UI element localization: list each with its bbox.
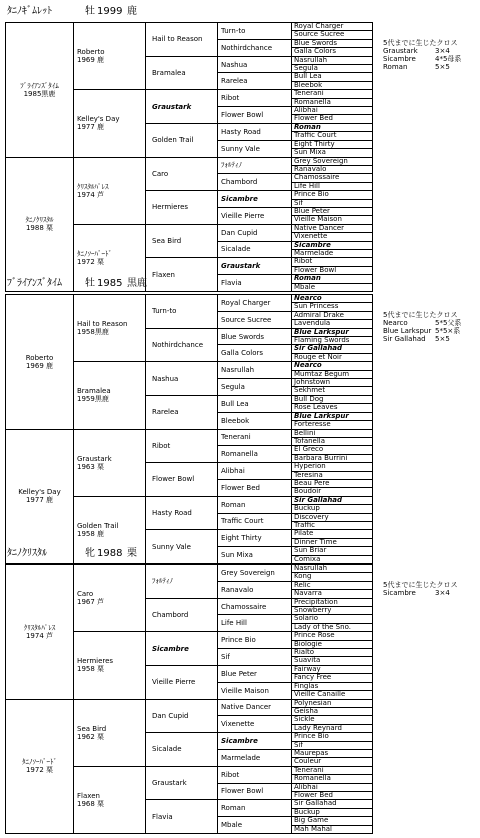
cross-value: 3×4 xyxy=(435,47,450,55)
gen4-ancestor: Vieille Maison xyxy=(218,682,292,699)
ancestor-line: Kelley's Day xyxy=(77,115,120,124)
gen5-ancestor: Sickle xyxy=(292,716,373,724)
gen3-ancestor: ﾌｫﾙﾃｨﾉ xyxy=(146,565,218,599)
gen4-ancestor: Bleebok xyxy=(218,412,292,429)
gen5-ancestor: Tenerani xyxy=(292,90,373,98)
cross-item xyxy=(383,319,462,327)
gen2-ancestor xyxy=(74,362,146,429)
gen5-ancestor: Roman xyxy=(292,123,373,131)
ancestor-line: 1967 芦 xyxy=(77,598,105,607)
gen5-ancestor: Couleur xyxy=(292,758,373,766)
cross-value: 5×5 xyxy=(435,63,450,71)
gen3-ancestor: Turn-to xyxy=(146,295,218,329)
gen5-ancestor: Suavita xyxy=(292,657,373,665)
ancestor-line: Golden Trail xyxy=(77,521,119,530)
cross-value: 5*5×系 xyxy=(435,327,461,335)
gen4-ancestor: Chambord xyxy=(218,174,292,191)
ancestor-line: Flaxen xyxy=(77,791,100,800)
gen3-ancestor: Hail to Reason xyxy=(146,23,218,57)
gen5-ancestor: Biologie xyxy=(292,640,373,648)
gen5-ancestor: Buckup xyxy=(292,808,373,816)
horse-name: ﾌﾞﾗｲｱﾝｽﾞﾀｲﾑ xyxy=(7,278,62,289)
gen5-ancestor: Relic xyxy=(292,581,373,589)
gen5-ancestor: Flower Bed xyxy=(292,791,373,799)
gen4-ancestor: Royal Charger xyxy=(218,295,292,312)
gen5-ancestor: Maurepas xyxy=(292,749,373,757)
gen2-ancestor xyxy=(74,23,146,90)
gen1-ancestor xyxy=(6,699,74,834)
gen5-ancestor: Bull Lea xyxy=(292,73,373,81)
gen4-ancestor: Ribot xyxy=(218,766,292,783)
gen5-ancestor: Sif xyxy=(292,199,373,207)
gen4-ancestor: Flavia xyxy=(218,275,292,292)
gen4-ancestor: Roman xyxy=(218,496,292,513)
gen5-ancestor: Chamossaire xyxy=(292,174,373,182)
gen4-ancestor: ﾌｫﾙﾃｨﾉ xyxy=(218,157,292,174)
horse-sex: 牝 xyxy=(85,548,95,559)
gen3-ancestor: Flavia xyxy=(146,800,218,834)
cross-item xyxy=(383,327,461,335)
gen3-ancestor: Graustark xyxy=(146,90,218,124)
gen4-ancestor: Chamossaire xyxy=(218,598,292,615)
gen5-ancestor: Dinner Time xyxy=(292,538,373,546)
gen5-ancestor: Boudoir xyxy=(292,488,373,496)
ancestor-line: 1962 栗 xyxy=(77,732,105,741)
gen5-ancestor: Ranavalo xyxy=(292,165,373,173)
gen4-ancestor: Grey Sovereign xyxy=(218,565,292,582)
gen4-ancestor: Alibhai xyxy=(218,463,292,480)
horse-color: 栗 xyxy=(127,548,137,559)
gen5-ancestor: Vieille Canaille xyxy=(292,691,373,699)
gen5-ancestor: Geisha xyxy=(292,707,373,715)
gen2-ancestor xyxy=(74,565,146,632)
gen5-ancestor: Bellini xyxy=(292,429,373,437)
gen5-ancestor: Kong xyxy=(292,573,373,581)
ancestor-line: 1968 栗 xyxy=(77,799,105,808)
horse-sex: 牡 xyxy=(85,278,95,289)
cross-name: Roman xyxy=(383,63,408,71)
gen3-ancestor: Chambord xyxy=(146,598,218,632)
ancestor-line: Roberto xyxy=(77,48,105,57)
gen4-ancestor: Sicalade xyxy=(218,241,292,258)
gen5-ancestor: Nearco xyxy=(292,362,373,370)
ancestor-line: 1977 鹿 xyxy=(25,496,54,505)
gen3-ancestor: Bramalea xyxy=(146,56,218,90)
gen1-ancestor xyxy=(6,157,74,292)
gen5-ancestor: Romanella xyxy=(292,98,373,106)
cross-value: 5*5父系 xyxy=(435,319,462,327)
gen5-ancestor: Beau Pere xyxy=(292,479,373,487)
gen1-ancestor xyxy=(6,565,74,700)
ancestor-line: Sea Bird xyxy=(77,724,107,733)
cross-value: 4*5母系 xyxy=(435,55,462,63)
gen5-ancestor: Source Sucree xyxy=(292,31,373,39)
gen3-ancestor: Dan Cupid xyxy=(146,699,218,733)
gen4-ancestor: Segula xyxy=(218,379,292,396)
gen5-ancestor: Lady Reynard xyxy=(292,724,373,732)
gen5-ancestor: Rialto xyxy=(292,649,373,657)
gen4-ancestor: Tenerani xyxy=(218,429,292,446)
gen5-ancestor: Finglas xyxy=(292,682,373,690)
gen4-ancestor: Dan Cupid xyxy=(218,224,292,241)
gen5-ancestor: Discovery xyxy=(292,513,373,521)
gen4-ancestor: Source Sucree xyxy=(218,311,292,328)
cross-list xyxy=(383,581,457,597)
gen5-ancestor: Barbara Burrini xyxy=(292,454,373,462)
cross-header: 5代までに生じたクロス xyxy=(383,581,458,589)
horse-year: 1988 xyxy=(97,548,123,559)
gen5-ancestor: Eight Thirty xyxy=(292,140,373,148)
gen4-ancestor: Life Hill xyxy=(218,615,292,632)
gen5-ancestor: Vixenette xyxy=(292,233,373,241)
gen5-ancestor: Big Game xyxy=(292,817,373,825)
gen4-ancestor: Romanella xyxy=(218,446,292,463)
gen5-ancestor: Roman xyxy=(292,275,373,283)
gen4-ancestor: Native Dancer xyxy=(218,699,292,716)
gen5-ancestor: Galla Colors xyxy=(292,48,373,56)
horse-name: ﾀﾆﾉｸﾘｽﾀﾙ xyxy=(7,548,47,559)
gen3-ancestor: Golden Trail xyxy=(146,123,218,157)
gen3-ancestor: Ribot xyxy=(146,429,218,463)
gen5-ancestor: Flower Bed xyxy=(292,115,373,123)
gen5-ancestor: Mah Mahal xyxy=(292,825,373,833)
gen5-ancestor: Romanella xyxy=(292,775,373,783)
gen5-ancestor: Prince Rose xyxy=(292,632,373,640)
gen3-ancestor: Sunny Vale xyxy=(146,530,218,564)
gen4-ancestor: Graustark xyxy=(218,258,292,275)
gen4-ancestor: Blue Swords xyxy=(218,328,292,345)
ancestor-line: 1959黒鹿 xyxy=(77,395,109,404)
gen5-ancestor: Marmelade xyxy=(292,249,373,257)
gen4-ancestor: Galla Colors xyxy=(218,345,292,362)
gen5-ancestor: Rose Leaves xyxy=(292,404,373,412)
gen5-ancestor: Sun Briar xyxy=(292,547,373,555)
cross-name: Sicambre xyxy=(383,55,416,63)
ancestor-line: 1974 芦 xyxy=(77,190,105,199)
gen5-ancestor: Bull Dog xyxy=(292,395,373,403)
ancestor-line: Hail to Reason xyxy=(77,320,128,329)
gen2-ancestor xyxy=(74,157,146,224)
gen3-ancestor: Hermieres xyxy=(146,191,218,225)
gen4-ancestor: Flower Bowl xyxy=(218,783,292,800)
cross-value: 5×5 xyxy=(435,335,450,343)
gen5-ancestor: Rouge et Noir xyxy=(292,353,373,361)
horse-color: 鹿 xyxy=(127,6,137,17)
ancestor-line: 1972 栗 xyxy=(25,766,54,775)
gen4-ancestor: Roman xyxy=(218,800,292,817)
gen5-ancestor: Flaming Swords xyxy=(292,337,373,345)
cross-item xyxy=(383,47,457,55)
ancestor-line: Bramalea xyxy=(77,387,111,396)
gen4-ancestor: Nothirdchance xyxy=(218,39,292,56)
gen5-ancestor: Vieille Maison xyxy=(292,216,373,224)
gen5-ancestor: Flower Bowl xyxy=(292,266,373,274)
ancestor-line: 1985黒鹿 xyxy=(23,89,56,98)
gen5-ancestor: Blue Peter xyxy=(292,207,373,215)
gen5-ancestor: Johnstown xyxy=(292,379,373,387)
gen5-ancestor: Admiral Drake xyxy=(292,311,373,319)
horse-year: 1985 xyxy=(97,278,123,289)
gen4-ancestor: Vieille Pierre xyxy=(218,207,292,224)
gen4-ancestor: Flower Bed xyxy=(218,479,292,496)
gen5-ancestor: Mbale xyxy=(292,283,373,291)
gen5-ancestor: Prince Bio xyxy=(292,191,373,199)
gen3-ancestor: Nashua xyxy=(146,362,218,396)
ancestor-line: Caro xyxy=(77,590,94,599)
gen4-ancestor: Mbale xyxy=(218,817,292,834)
ancestor-line: ﾀﾆﾉｿｰﾊﾞｰﾄﾞ xyxy=(22,758,57,767)
gen5-ancestor: Alibhai xyxy=(292,783,373,791)
gen4-ancestor: Nasrullah xyxy=(218,362,292,379)
gen5-ancestor: Native Dancer xyxy=(292,224,373,232)
gen5-ancestor: Sif xyxy=(292,741,373,749)
gen5-ancestor: El Greco xyxy=(292,446,373,454)
ancestor-line: 1974 芦 xyxy=(25,631,54,640)
gen5-ancestor: Segula xyxy=(292,65,373,73)
gen2-ancestor xyxy=(74,295,146,362)
cross-name: Graustark xyxy=(383,47,418,55)
cross-name: Sicambre xyxy=(383,589,416,597)
gen4-ancestor: Sunny Vale xyxy=(218,140,292,157)
ancestor-line: Roberto xyxy=(25,353,54,362)
gen4-ancestor: Sun Mixa xyxy=(218,547,292,564)
gen4-ancestor: Blue Peter xyxy=(218,665,292,682)
gen4-ancestor: Bull Lea xyxy=(218,395,292,412)
gen4-ancestor: Ranavalo xyxy=(218,581,292,598)
gen5-ancestor: Sekhmet xyxy=(292,387,373,395)
gen3-ancestor: Sicalade xyxy=(146,733,218,767)
gen3-ancestor: Flower Bowl xyxy=(146,463,218,497)
cross-header: 5代までに生じたクロス xyxy=(383,39,458,47)
gen5-ancestor: Navarra xyxy=(292,590,373,598)
gen1-ancestor xyxy=(6,295,74,430)
gen3-ancestor: Hasty Road xyxy=(146,496,218,530)
gen5-ancestor: Precipitation xyxy=(292,598,373,606)
gen5-ancestor: Hyperion xyxy=(292,463,373,471)
ancestor-line: 1969 鹿 xyxy=(77,56,105,65)
ancestor-line: Graustark xyxy=(77,454,112,463)
gen2-ancestor xyxy=(74,766,146,833)
ancestor-line: 1988 栗 xyxy=(25,224,54,233)
ancestor-line: Hermieres xyxy=(77,657,114,666)
gen5-ancestor: Royal Charger xyxy=(292,23,373,31)
gen5-ancestor: Bleebok xyxy=(292,81,373,89)
horse-sex: 牡 xyxy=(85,6,95,17)
cross-name: Nearco xyxy=(383,319,408,327)
ancestor-line: Kelley's Day xyxy=(18,488,61,497)
gen2-ancestor xyxy=(74,429,146,496)
ancestor-line: 1958 鹿 xyxy=(77,529,105,538)
gen5-ancestor: Nasrullah xyxy=(292,56,373,64)
cross-list xyxy=(383,39,462,71)
cross-item xyxy=(383,55,462,63)
gen5-ancestor: Blue Larkspur xyxy=(292,412,373,420)
cross-item xyxy=(383,335,457,343)
gen1-ancestor xyxy=(6,429,74,564)
gen5-ancestor: Life Hill xyxy=(292,182,373,190)
gen5-ancestor: Sir Gallahad xyxy=(292,345,373,353)
gen5-ancestor: Sir Gallahad xyxy=(292,800,373,808)
gen4-ancestor: Flower Bowl xyxy=(218,107,292,124)
pedigree-table xyxy=(5,294,373,564)
gen4-ancestor: Traffic Court xyxy=(218,513,292,530)
gen5-ancestor: Blue Larkspur xyxy=(292,328,373,336)
ancestor-line: ﾀﾆﾉｿｰﾊﾞｰﾄﾞ xyxy=(77,249,112,258)
horse-color: 黒鹿 xyxy=(127,278,147,289)
gen5-ancestor: Fairway xyxy=(292,665,373,673)
gen4-ancestor: Sif xyxy=(218,649,292,666)
cross-header: 5代までに生じたクロス xyxy=(383,311,458,319)
horse-year: 1999 xyxy=(97,6,123,17)
gen3-ancestor: Sicambre xyxy=(146,632,218,666)
gen4-ancestor: Rarelea xyxy=(218,73,292,90)
ancestor-line: 1958 栗 xyxy=(77,665,105,674)
gen4-ancestor: Hasty Road xyxy=(218,123,292,140)
gen3-ancestor: Nothirdchance xyxy=(146,328,218,362)
gen4-ancestor: Vixenette xyxy=(218,716,292,733)
gen4-ancestor: Prince Bio xyxy=(218,632,292,649)
ancestor-line: ﾌﾞﾗｲｱﾝｽﾞﾀｲﾑ xyxy=(20,81,59,90)
gen5-ancestor: Teresina xyxy=(292,471,373,479)
gen5-ancestor: Buckup xyxy=(292,505,373,513)
gen4-ancestor: Marmelade xyxy=(218,749,292,766)
gen4-ancestor: Turn-to xyxy=(218,23,292,40)
ancestor-line: 1963 栗 xyxy=(77,462,105,471)
gen5-ancestor: Solario xyxy=(292,615,373,623)
gen5-ancestor: Tofanella xyxy=(292,437,373,445)
gen1-ancestor xyxy=(6,23,74,158)
gen2-ancestor xyxy=(74,632,146,699)
ancestor-line: ｸﾘｽﾀﾙﾊﾟﾚｽ xyxy=(23,623,56,632)
cross-value: 3×4 xyxy=(435,589,450,597)
gen5-ancestor: Snowberry xyxy=(292,607,373,615)
gen2-ancestor xyxy=(74,699,146,766)
gen5-ancestor: Polynesian xyxy=(292,699,373,707)
cross-name: Sir Gallahad xyxy=(383,335,426,343)
gen4-ancestor: Sicambre xyxy=(218,191,292,208)
pedigree-table xyxy=(5,564,373,834)
gen5-ancestor: Sir Gallahad xyxy=(292,496,373,504)
gen5-ancestor: Lavendula xyxy=(292,320,373,328)
gen5-ancestor: Prince Bio xyxy=(292,733,373,741)
ancestor-line: 1972 栗 xyxy=(77,257,105,266)
gen5-ancestor: Lady of the Sno. xyxy=(292,623,373,631)
gen5-ancestor: Traffic xyxy=(292,521,373,529)
ancestor-line: ｸﾘｽﾀﾙﾊﾟﾚｽ xyxy=(77,182,109,191)
gen5-ancestor: Sun Mixa xyxy=(292,149,373,157)
gen3-ancestor: Vieille Pierre xyxy=(146,665,218,699)
gen4-ancestor: Sicambre xyxy=(218,733,292,750)
gen4-ancestor: Ribot xyxy=(218,90,292,107)
gen5-ancestor: Nasrullah xyxy=(292,565,373,573)
ancestor-line: 1958黒鹿 xyxy=(77,328,109,337)
cross-name: Blue Larkspur xyxy=(383,327,432,335)
gen3-ancestor: Sea Bird xyxy=(146,224,218,258)
gen5-ancestor: Tenerani xyxy=(292,766,373,774)
cross-item xyxy=(383,63,457,71)
gen3-ancestor: Rarelea xyxy=(146,395,218,429)
ancestor-line: ﾀﾆﾉｸﾘｽﾀﾙ xyxy=(25,216,54,225)
gen5-ancestor: Sun Princess xyxy=(292,303,373,311)
gen5-ancestor: Ribot xyxy=(292,258,373,266)
gen5-ancestor: Comixa xyxy=(292,555,373,563)
cross-item xyxy=(383,589,457,597)
gen5-ancestor: Fancy Free xyxy=(292,674,373,682)
gen3-ancestor: Graustark xyxy=(146,766,218,800)
gen5-ancestor: Pilate xyxy=(292,530,373,538)
gen5-ancestor: Forteresse xyxy=(292,421,373,429)
gen4-ancestor: Eight Thirty xyxy=(218,530,292,547)
gen5-ancestor: Traffic Court xyxy=(292,132,373,140)
gen3-ancestor: Flaxen xyxy=(146,258,218,292)
gen5-ancestor: Sicambre xyxy=(292,241,373,249)
gen3-ancestor: Caro xyxy=(146,157,218,191)
gen5-ancestor: Mumtaz Begum xyxy=(292,370,373,378)
gen5-ancestor: Alibhai xyxy=(292,107,373,115)
cross-list xyxy=(383,311,462,343)
gen2-ancestor xyxy=(74,90,146,157)
gen5-ancestor: Nearco xyxy=(292,295,373,303)
gen5-ancestor: Grey Sovereign xyxy=(292,157,373,165)
horse-name: ﾀﾆﾉｷﾞﾑﾚｯﾄ xyxy=(7,6,52,17)
ancestor-line: 1977 鹿 xyxy=(77,123,105,132)
gen5-ancestor: Blue Swords xyxy=(292,39,373,47)
ancestor-line: 1969 鹿 xyxy=(25,361,54,370)
pedigree-table xyxy=(5,22,373,292)
gen4-ancestor: Nashua xyxy=(218,56,292,73)
